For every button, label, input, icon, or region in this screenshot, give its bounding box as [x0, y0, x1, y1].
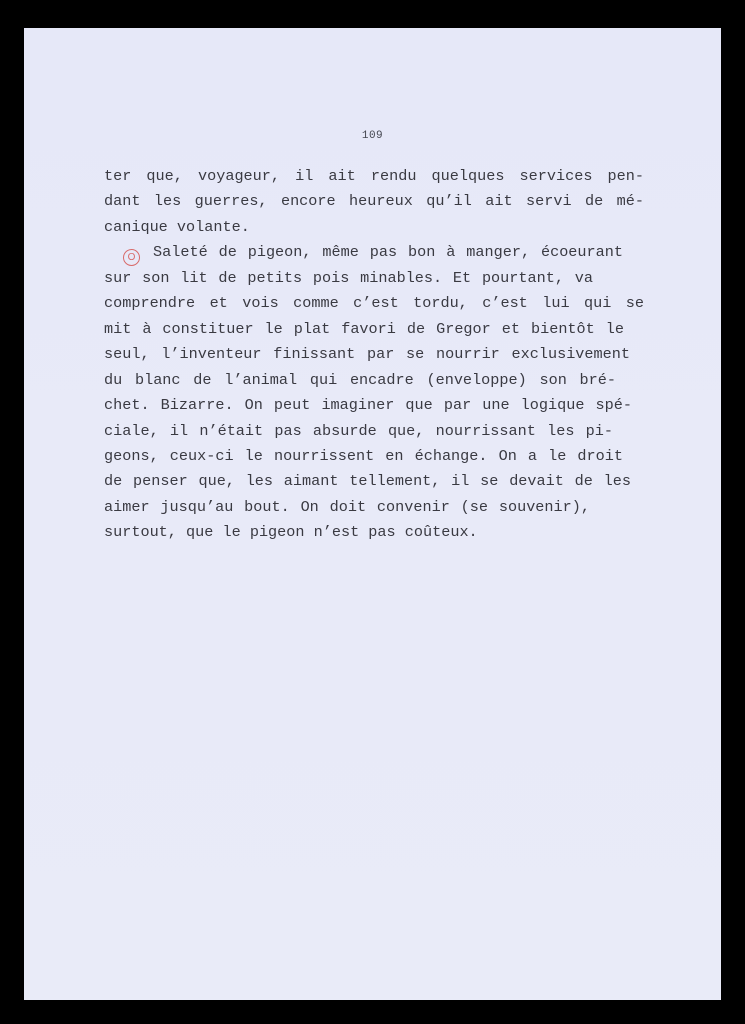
text-line-14: aimer jusqu’au bout. On doit convenir (se souvenir),: [104, 498, 590, 516]
text-line-15: surtout, que le pigeon n’est pas coûteux.: [104, 523, 478, 541]
text-line-10: chet. Bizarre. On peut imaginer que par une logique spé-: [104, 396, 632, 414]
text-line-6: comprendre et vois comme c’est tordu, c’est lui qui se: [104, 294, 644, 312]
text-line-13: de penser que, les aimant tellement, il se devait de les: [104, 472, 631, 490]
paragraph-marker-stamp: [123, 249, 140, 266]
text-line-9: du blanc de l’animal qui encadre (enveloppe) son bré-: [104, 371, 616, 389]
text-line-3: canique volante.: [104, 218, 250, 236]
text-line-12: geons, ceux-ci le nourrissent en échange. On a le droit: [104, 447, 623, 465]
page-number: 109: [361, 130, 384, 142]
page-sheet: [24, 28, 721, 1000]
text-line-5: sur son lit de petits pois minables. Et pourtant, va: [104, 269, 593, 287]
text-line-11: ciale, il n’était pas absurde que, nourrissant les pi-: [104, 422, 613, 440]
text-line-4: Saleté de pigeon, même pas bon à manger, écoeurant: [153, 243, 623, 261]
paragraph-marker-label: O: [127, 252, 136, 263]
text-line-1: ter que, voyageur, il ait rendu quelques services pen-: [104, 167, 644, 185]
text-line-7: mit à constituer le plat favori de Gregor et bientôt le: [104, 320, 624, 338]
text-line-2: dant les guerres, encore heureux qu’il ait servi de mé-: [104, 192, 644, 210]
text-line-8: seul, l’inventeur finissant par se nourrir exclusivement: [104, 345, 630, 363]
